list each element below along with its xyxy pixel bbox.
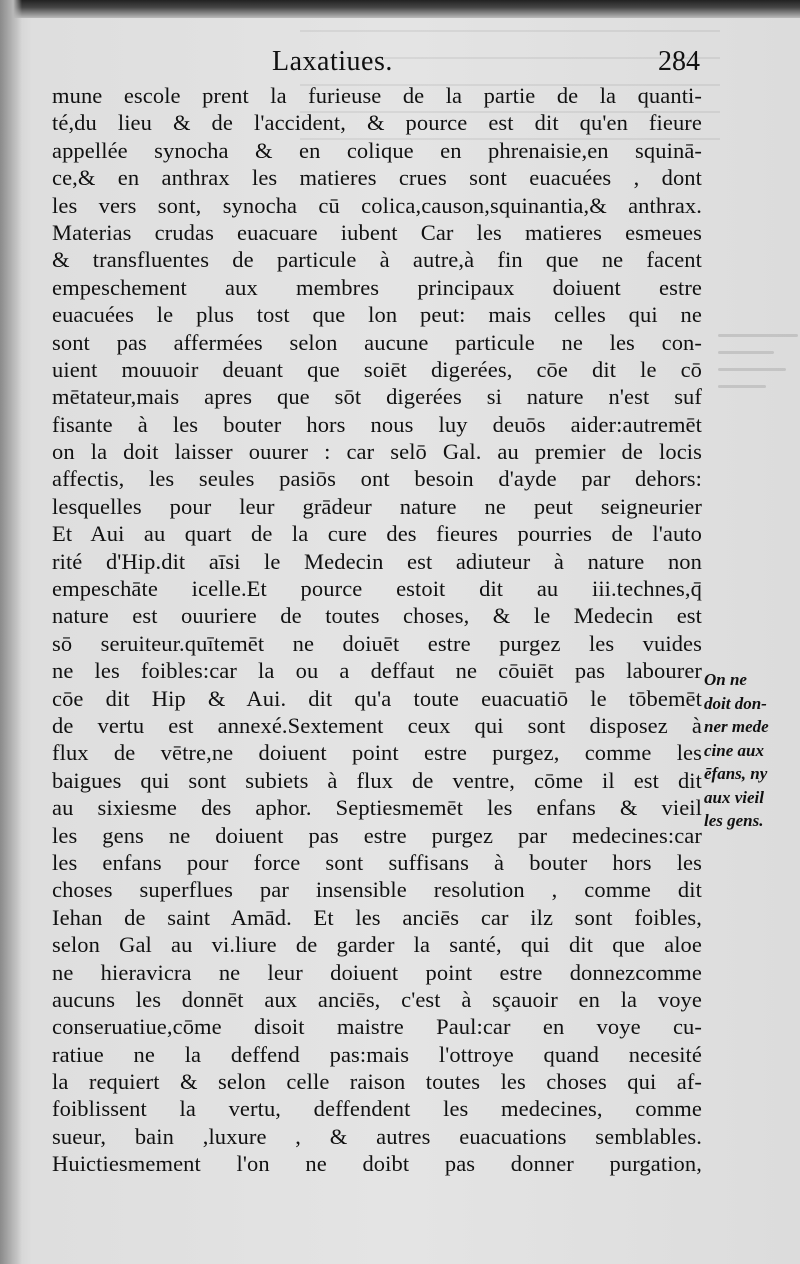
text-line: aucuns les donnēt aux anciēs, c'est à sçauoir en la voye xyxy=(52,986,702,1012)
text-line: té,du lieu & de l'accident, & pource est dit qu'en fieure xyxy=(52,110,702,136)
text-line: affectis, les seules pasiōs ont besoin d'ayde par dehors: xyxy=(52,466,702,492)
text-line: empeschāte icelle.Et pource estoit dit au iii.technes,q̄ xyxy=(52,576,702,602)
text-line: les enfans pour force sont suffisans à bouter hors les xyxy=(52,849,702,875)
text-line: empeschement aux membres principaux doiuent estre xyxy=(52,274,702,300)
text-line: on la doit laisser ouurer : car selō Gal. au premier de locis xyxy=(52,439,702,465)
text-line: fisante à les bouter hors nous luy deuōs aider:autremēt xyxy=(52,411,702,437)
text-line: de vertu est annexé.Sextement ceux qui sont disposez à xyxy=(52,712,702,738)
text-line: flux de vētre,ne doiuent point estre purgez, comme les xyxy=(52,740,702,766)
text-line: nature est ouuriere de toutes choses, & le Medecin est xyxy=(52,603,702,629)
page-header xyxy=(50,46,700,86)
text-line: sō seruiteur.quītemēt ne doiuēt estre purgez les vuides xyxy=(52,630,702,656)
text-line: ne hieravicra ne leur doiuent point estre donnezcomme xyxy=(52,959,702,985)
marginal-note-line: ner mede xyxy=(704,717,769,736)
text-line: choses superflues par insensible resolution , comme dit xyxy=(52,877,702,903)
text-line: lesquelles pour leur grādeur nature ne peut seigneurier xyxy=(52,493,702,519)
text-line: les vers sont, synocha cū colica,causon,squinantia,& anthrax. xyxy=(52,192,702,218)
text-line: ratiue ne la deffend pas:mais l'ottroye quand necesité xyxy=(52,1041,702,1067)
text-line: Et Aui au quart de la cure des fieures pourries de l'auto xyxy=(52,521,702,547)
text-line: rité d'Hip.dit aīsi le Medecin est adiuteur à nature non xyxy=(52,548,702,574)
text-line: foiblissent la vertu, deffendent les medecines, comme xyxy=(52,1096,702,1122)
marginal-note-line: ēfans, ny xyxy=(704,764,768,783)
text-line: au sixiesme des aphor. Septiesmemēt les enfans & vieil xyxy=(52,795,702,821)
text-line: selon Gal au vi.liure de garder la santé, qui dit que aloe xyxy=(52,932,702,958)
body-text xyxy=(52,82,702,1178)
page-gutter-shadow xyxy=(0,0,22,1264)
text-line: ne les foibles:car la ou a deffaut ne cōuiēt pas labourer xyxy=(52,658,702,684)
text-line: sont pas affermées selon aucune particule ne les con- xyxy=(52,329,702,355)
text-line: la requiert & selon celle raison toutes les choses qui af- xyxy=(52,1069,702,1095)
text-line: baigues qui sont subiets à flux de ventre, cōme il est dit xyxy=(52,767,702,793)
text-line: cōe dit Hip & Aui. dit qu'a toute euacuatiō le tōbemēt xyxy=(52,685,702,711)
page-number: 284 xyxy=(658,46,700,77)
text-line: Huictiesmement l'on ne doibt pas donner purgation, xyxy=(52,1151,702,1177)
show-through-margin xyxy=(718,320,798,460)
marginal-note-line: On ne xyxy=(704,670,747,689)
marginal-note-line: cine aux xyxy=(704,740,764,760)
text-line: Iehan de saint Amād. Et les anciēs car ilz sont foibles, xyxy=(52,904,702,930)
marginal-note xyxy=(704,668,796,833)
text-line: ce,& en anthrax les matieres crues sont euacuées , dont xyxy=(52,165,702,191)
text-line: euacuées le plus tost que lon peut: mais celles qui ne xyxy=(52,302,702,328)
text-line: les gens ne doiuent pas estre purgez par medecines:car xyxy=(52,822,702,848)
marginal-note-line: doit don- xyxy=(704,693,767,713)
text-line: uient mouuoir deuant que soiēt digerées, cōe dit le cō xyxy=(52,356,702,382)
text-line: Materias crudas euacuare iubent Car les matieres esmeues xyxy=(52,219,702,245)
text-line: mune escole prent la furieuse de la partie de la quanti- xyxy=(52,83,702,108)
text-line: conseruatiue,cōme disoit maistre Paul:car en voye cu- xyxy=(52,1014,702,1040)
page-top-shadow xyxy=(0,0,800,18)
marginal-note-line: les gens. xyxy=(704,811,764,830)
text-line: mētateur,mais apres que sōt digerées si nature n'est suf xyxy=(52,384,702,410)
text-line: appellée synocha & en colique en phrenaisie,en squinā- xyxy=(52,137,702,163)
text-line: sueur, bain ,luxure , & autres euacuations semblables. xyxy=(52,1123,702,1149)
running-title: Laxatiues. xyxy=(272,46,393,77)
text-line: & transfluentes de particule à autre,à fin que ne facent xyxy=(52,247,702,273)
marginal-note-line: aux vieil xyxy=(704,787,764,807)
